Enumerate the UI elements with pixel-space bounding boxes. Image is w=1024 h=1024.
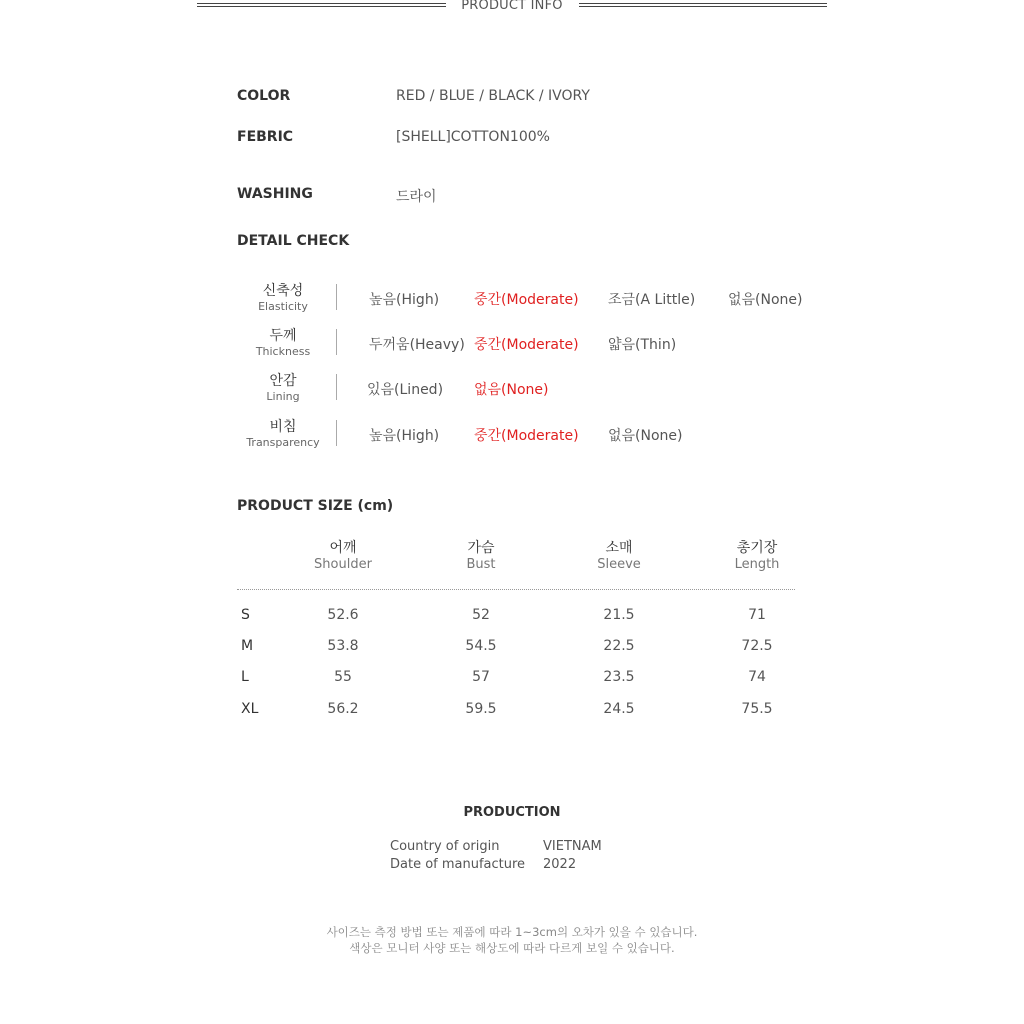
size-col-en: Shoulder bbox=[314, 557, 372, 572]
product-size-title: PRODUCT SIZE (cm) bbox=[237, 498, 394, 514]
size-cell: 75.5 bbox=[741, 701, 773, 717]
detail-row-en: Lining bbox=[266, 390, 300, 403]
size-cell: 71 bbox=[748, 607, 766, 623]
detail-row-elasticity bbox=[230, 282, 830, 322]
size-cell: 55 bbox=[334, 669, 352, 685]
color-label: COLOR bbox=[237, 88, 291, 104]
origin-value: VIETNAM bbox=[543, 839, 602, 854]
detail-row-en: Thickness bbox=[255, 345, 311, 358]
detail-option: 없음(None) bbox=[728, 292, 803, 308]
detail-option: 있음(Lined) bbox=[367, 382, 444, 398]
color-disclaimer: 색상은 모니터 사양 또는 해상도에 따라 다르게 보일 수 있습니다. bbox=[349, 941, 675, 955]
detail-row-thickness bbox=[230, 327, 830, 367]
size-label: XL bbox=[241, 701, 259, 717]
size-cell: 52 bbox=[472, 607, 490, 623]
detail-row-name bbox=[230, 418, 336, 450]
size-col-ko: 소매 bbox=[605, 540, 633, 556]
size-col-en: Sleeve bbox=[597, 557, 641, 572]
size-cell: 23.5 bbox=[603, 669, 635, 685]
detail-row-divider bbox=[336, 329, 337, 355]
size-disclaimer: 사이즈는 측정 방법 또는 제품에 따라 1~3cm의 오차가 있을 수 있습니다. bbox=[326, 925, 698, 939]
fabric-value: [SHELL]COTTON100% bbox=[396, 129, 550, 145]
detail-row-en: Transparency bbox=[246, 436, 320, 449]
production-title: PRODUCTION bbox=[463, 805, 561, 820]
detail-row-name bbox=[230, 282, 336, 314]
detail-row-transparency bbox=[230, 418, 830, 458]
size-cell: 21.5 bbox=[603, 607, 635, 623]
detail-option-selected: 없음(None) bbox=[474, 382, 549, 398]
detail-row-en: Elasticity bbox=[258, 300, 308, 313]
size-cell: 24.5 bbox=[603, 701, 635, 717]
size-col-en: Bust bbox=[466, 557, 496, 572]
detail-row-divider bbox=[336, 420, 337, 446]
detail-option: 없음(None) bbox=[608, 428, 683, 444]
manufacture-date-value: 2022 bbox=[543, 857, 577, 872]
size-cell: 74 bbox=[748, 669, 766, 685]
size-cell: 22.5 bbox=[603, 638, 635, 654]
detail-option: 얇음(Thin) bbox=[608, 337, 677, 353]
color-value: RED / BLUE / BLACK / IVORY bbox=[396, 88, 590, 104]
size-col-header-bust bbox=[411, 539, 551, 573]
size-cell: 59.5 bbox=[465, 701, 497, 717]
size-col-en: Length bbox=[734, 557, 780, 572]
detail-row-divider bbox=[336, 374, 337, 400]
detail-row-lining bbox=[230, 372, 830, 412]
size-col-header-length bbox=[687, 539, 827, 573]
detail-option-selected: 중간(Moderate) bbox=[474, 337, 579, 353]
detail-option: 조금(A Little) bbox=[608, 292, 696, 308]
size-col-ko: 가슴 bbox=[467, 540, 495, 556]
size-cell: 57 bbox=[472, 669, 490, 685]
origin-label: Country of origin bbox=[390, 839, 500, 854]
detail-row-divider bbox=[336, 284, 337, 310]
fabric-label: FEBRIC bbox=[237, 129, 294, 145]
size-table-divider bbox=[237, 589, 795, 590]
detail-row-ko: 신축성 bbox=[262, 283, 304, 299]
size-cell: 53.8 bbox=[327, 638, 359, 654]
size-col-header-shoulder bbox=[273, 539, 413, 573]
size-col-ko: 어깨 bbox=[329, 540, 357, 556]
detail-option-selected: 중간(Moderate) bbox=[474, 428, 579, 444]
size-label: L bbox=[241, 669, 249, 685]
page-title: PRODUCT INFO bbox=[461, 0, 563, 13]
detail-option: 높음(High) bbox=[369, 428, 440, 444]
size-label: S bbox=[241, 607, 250, 623]
detail-check-title: DETAIL CHECK bbox=[237, 233, 350, 249]
manufacture-date-label: Date of manufacture bbox=[390, 857, 526, 872]
header-rule-left bbox=[197, 3, 446, 7]
washing-value: 드라이 bbox=[396, 189, 437, 205]
detail-option: 두꺼움(Heavy) bbox=[369, 337, 465, 353]
size-cell: 56.2 bbox=[327, 701, 359, 717]
size-cell: 72.5 bbox=[741, 638, 773, 654]
detail-option-selected: 중간(Moderate) bbox=[474, 292, 579, 308]
header-rule-right bbox=[579, 3, 827, 7]
size-col-ko: 총기장 bbox=[736, 540, 778, 556]
size-cell: 54.5 bbox=[465, 638, 497, 654]
detail-row-ko: 비침 bbox=[269, 419, 297, 435]
detail-row-ko: 안감 bbox=[269, 373, 297, 389]
washing-label: WASHING bbox=[237, 186, 313, 202]
size-cell: 52.6 bbox=[327, 607, 359, 623]
detail-option: 높음(High) bbox=[369, 292, 440, 308]
detail-row-ko: 두께 bbox=[269, 328, 297, 344]
detail-row-name bbox=[230, 372, 336, 404]
size-label: M bbox=[241, 638, 254, 654]
detail-row-name bbox=[230, 327, 336, 359]
size-col-header-sleeve bbox=[549, 539, 689, 573]
